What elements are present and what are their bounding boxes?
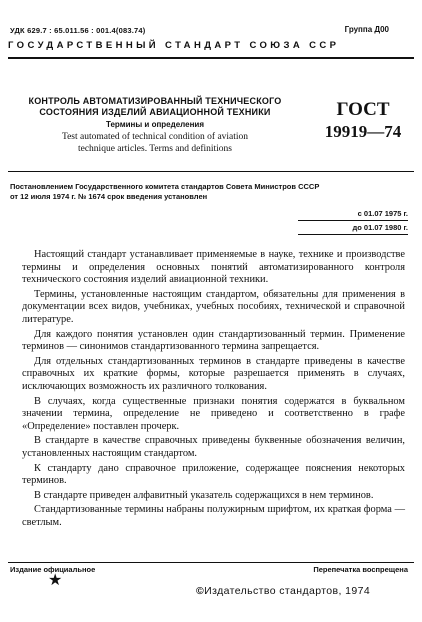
title-en-line2: technique articles. Terms and definitions	[77, 144, 233, 154]
body-text	[22, 249, 405, 531]
paragraph: Стандартизованные термины набраны полужирным шрифтом, их краткая форма — светлым.	[22, 504, 405, 528]
standard-title	[10, 96, 300, 155]
copyright-icon: ©	[196, 585, 205, 597]
decree-line2: от 12 июля 1974 г. № 1674 срок введения установлен	[10, 192, 208, 201]
state-standard-banner: ГОСУДАРСТВЕННЫЙ СТАНДАРТ СОЮЗА ССР	[8, 40, 340, 51]
paragraph: Для каждого понятия установлен один стандартизованный термин. Применение терминов — синонимов стандартизованного термина запрещается.	[22, 328, 405, 353]
group-code: Группа Д00	[344, 25, 389, 34]
paragraph: В стандарте в качестве справочных приведены буквенные обозначения величин, установленных настоящим стандартом.	[22, 435, 405, 459]
title-ru-line2: СОСТОЯНИЯ ИЗДЕЛИЙ АВИАЦИОННОЙ ТЕХНИКИ	[39, 107, 271, 117]
paragraph: Термины, установленные настоящим стандартом, обязательны для применения в документации всех видов, учебниках, учебных пособиях, технической и справочной литературе.	[22, 288, 405, 325]
title-ru-subtitle: Термины и определения	[105, 120, 204, 129]
title-en-line1: Test automated of technical condition of aviation	[61, 132, 249, 142]
gost-number: 19919—74	[324, 122, 402, 141]
publisher-copyright	[196, 585, 370, 597]
bottom-rule	[8, 562, 414, 563]
date-to: до 01.07 1980 г.	[298, 223, 408, 235]
gost-label: ГОСТ	[336, 99, 390, 120]
reprint-prohibited-label: Перепечатка воспрещена	[313, 565, 408, 574]
paragraph: К стандарту дано справочное приложение, содержащее пояснения некоторых терминов.	[22, 462, 405, 487]
udk-code: УДК 629.7 : 65.011.56 : 001.4(083.74)	[10, 26, 146, 35]
date-from: с 01.07 1975 г.	[298, 209, 408, 221]
effective-dates	[298, 209, 408, 237]
paragraph: В случаях, когда существенные признаки понятия содержатся в буквальном значении термина, определение не приведено и соответственно в графе «Определение» поставлен прочерк.	[22, 395, 405, 432]
gost-designation	[318, 100, 408, 142]
star-icon: ★	[48, 572, 63, 589]
publisher-name: Издательство стандартов, 1974	[204, 585, 371, 597]
decree-text	[10, 182, 410, 202]
paragraph: Настоящий стандарт устанавливает применяемые в науке, технике и производстве термины и определения основных понятий автоматизированного контроля технического состояния изделий авиационной техники.	[22, 249, 405, 286]
official-edition-label: Издание официальное	[10, 565, 96, 574]
top-rule	[8, 57, 414, 59]
middle-rule	[8, 171, 414, 172]
title-ru-line1: КОНТРОЛЬ АВТОМАТИЗИРОВАННЫЙ ТЕХНИЧЕСКОГО	[28, 96, 282, 106]
decree-line1: Постановлением Государственного комитета стандартов Совета Министров СССР	[10, 182, 320, 191]
paragraph: Для отдельных стандартизованных терминов в стандарте приведены в качестве справочных их краткие формы, которые разрешается применять в случаях, исключающих возможность их различного толкования.	[22, 355, 405, 392]
paragraph: В стандарте приведен алфавитный указатель содержащихся в нем терминов.	[34, 489, 374, 501]
